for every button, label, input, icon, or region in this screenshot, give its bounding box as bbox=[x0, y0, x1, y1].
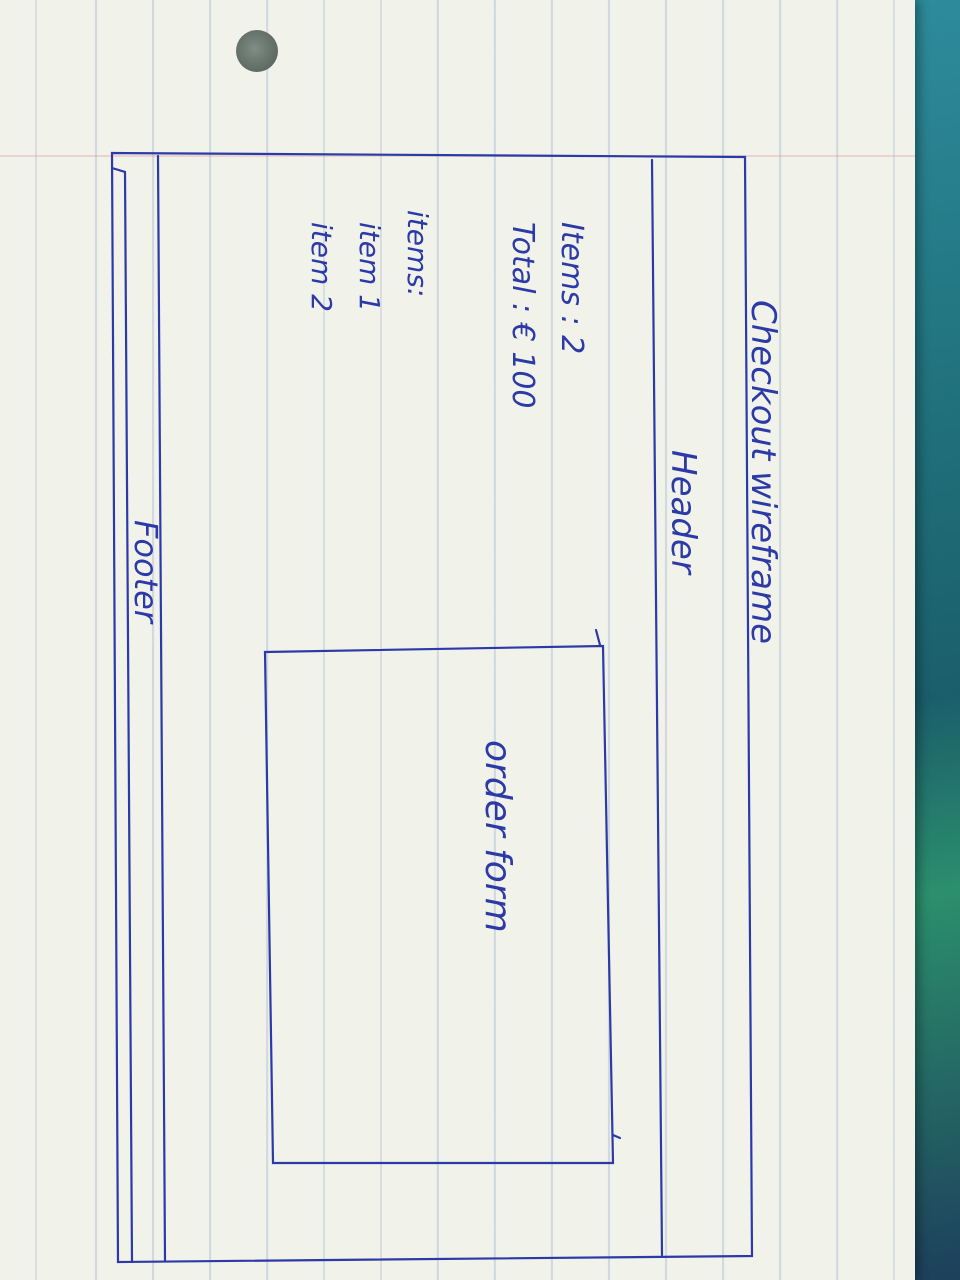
header-band bbox=[652, 160, 662, 1255]
order-form-box bbox=[265, 646, 613, 1163]
list-item: item 1 bbox=[353, 222, 386, 312]
footer-label: Footer bbox=[127, 520, 165, 623]
header-label: Header bbox=[663, 450, 703, 574]
summary-total: Total : € 100 bbox=[505, 222, 540, 409]
item-list-heading: items: bbox=[401, 210, 434, 298]
page-title: Checkout wireframe bbox=[743, 300, 783, 645]
footer-band bbox=[158, 156, 165, 1260]
list-item: item 2 bbox=[305, 222, 338, 312]
summary-items-count: Items : 2 bbox=[554, 222, 589, 355]
order-form-label: order form bbox=[477, 740, 518, 933]
